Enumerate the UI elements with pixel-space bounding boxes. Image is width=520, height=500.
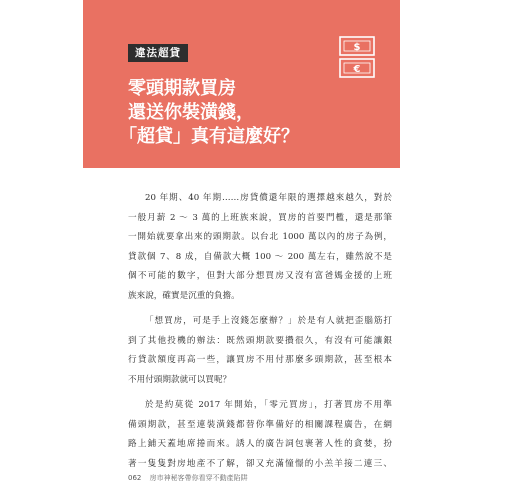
svg-text:€: € (353, 64, 361, 75)
chapter-title (119, 77, 299, 149)
text-line: 一開始就要拿出來的頭期款。以台北 1000 萬以內的房子為例， (128, 232, 392, 242)
paragraph (128, 396, 392, 474)
text-line: 於是約莫從 2017 年開始，「零元買房」，打著買房不用準 (145, 400, 392, 410)
money-bills-icon (337, 34, 377, 80)
text-line: 20 年期、40 年期……房貸償還年限的選擇越來越久，對於 (145, 193, 392, 203)
text-line: 個不可能的數字，但對大部分想買房又沒有富爸媽金援的上班 (128, 271, 392, 281)
text-line: 一般月薪 2 ～ 3 萬的上班族來說，買房的首要門檻，還是那筆 (128, 212, 392, 223)
text-line: 貸款個 7、8 成，自備款大概 100 ～ 200 萬左右，雖然說不是 (128, 251, 392, 262)
running-title: 房市神秘客帶你看穿不動產陷阱 (149, 474, 248, 482)
body-text (128, 189, 392, 480)
text-line: 路上鋪天蓋地席捲而來。誘人的廣告詞包裹著人性的貪婪，扮 (128, 439, 392, 449)
text-line: 備頭期款，甚至連裝潢錢都替你準備好的相關課程廣告，在網 (128, 419, 392, 430)
chapter-title-line: 「超貸」真有這麼好？ (119, 126, 299, 147)
paragraph (128, 312, 392, 390)
text-line: 「想買房，可是手上沒錢怎麼辦？」於是有人就把歪腦筋打 (145, 316, 392, 326)
chapter-tag: 違法超貸 (128, 44, 188, 62)
text-line: 族來說，確實是沉重的負擔。 (128, 290, 240, 301)
page-number: 062 (128, 474, 142, 482)
svg-text:$: $ (353, 42, 361, 53)
text-line: 著一隻隻對房地產不了解，卻又充滿憧憬的小羔羊接二連三、 (128, 458, 392, 469)
paragraph (128, 189, 392, 306)
text-line: 到了其他投機的辦法：既然頭期款要攢很久，有沒有可能讓銀 (128, 335, 392, 346)
chapter-title-line: 零頭期款買房 (128, 78, 236, 99)
page-footer (128, 473, 248, 483)
text-line: 行貸款額度再高一些，讓買房不用付那麼多頭期款，甚至根本 (128, 355, 392, 365)
text-line: 不用付頭期款就可以買呢？ (128, 374, 232, 385)
chapter-title-line: 還送你裝潢錢， (128, 102, 254, 123)
